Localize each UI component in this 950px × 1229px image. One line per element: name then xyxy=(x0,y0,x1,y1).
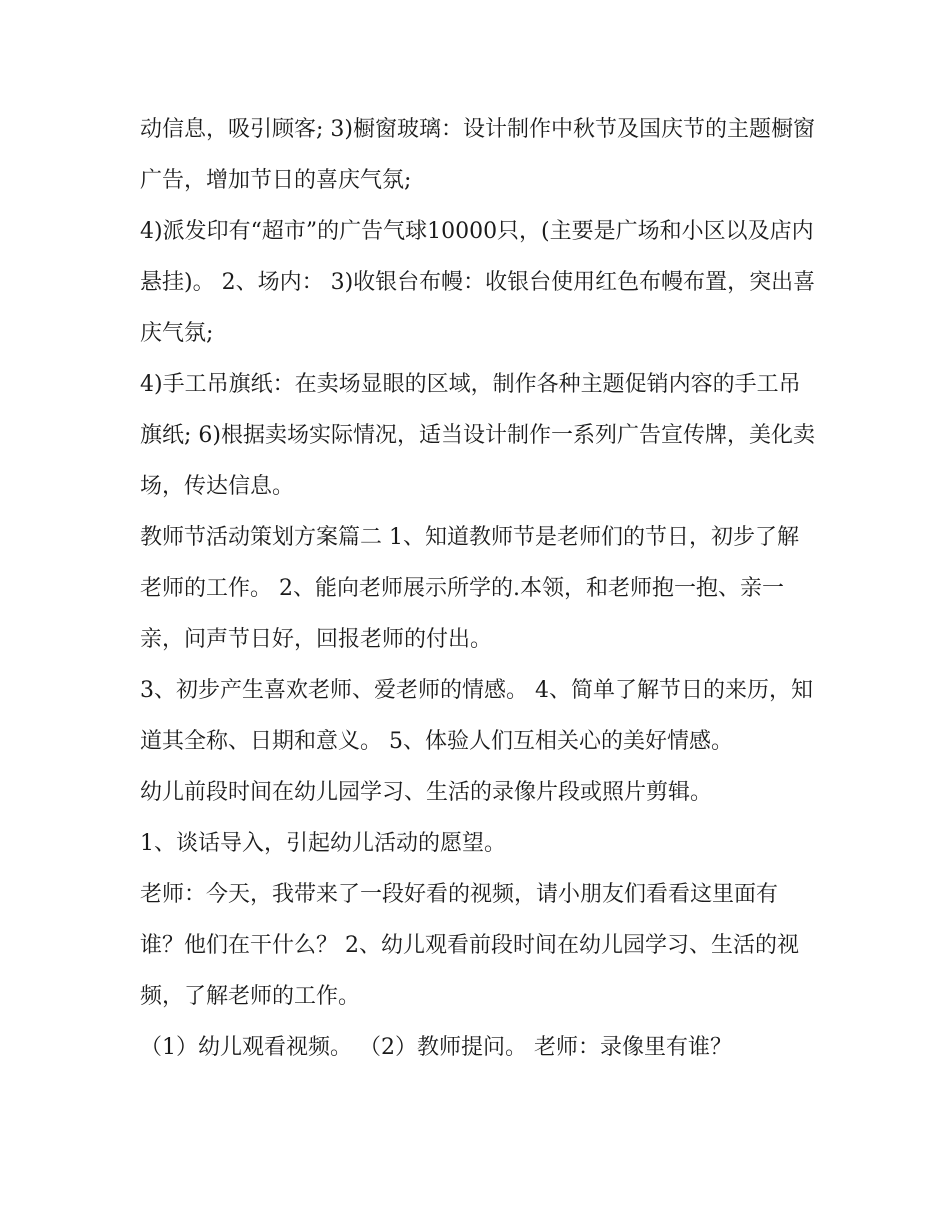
paragraph-6: 幼儿前段时间在幼儿园学习、生活的录像片段或照片剪辑。 xyxy=(140,780,713,805)
paragraph-9: （1）幼儿观看视频。 （2）教师提问。 老师：录像里有谁？ xyxy=(140,1035,732,1060)
paragraph-2: 4)派发印有“超市”的广告气球10000只，(主要是广场和小区以及店内悬挂)。 2、场内： 3)收银台布幔：收银台使用红色布幔布置，突出喜庆气氛; xyxy=(140,219,816,346)
paragraph-1: 动信息，吸引顾客; 3)橱窗玻璃：设计制作中秋节及国庆节的主题橱窗广告，增加节日的喜庆气氛; xyxy=(140,117,815,193)
paragraph-5: 3、初步产生喜欢老师、爱老师的情感。 4、简单了解节日的来历，知道其全称、日期和意义。 5、体验人们互相关心的美好情感。 xyxy=(140,678,813,754)
paragraph-8: 老师：今天，我带来了一段好看的视频，请小朋友们看看这里面有谁？他们在干什么？ 2、幼儿观看前段时间在幼儿园学习、生活的视频，了解老师的工作。 xyxy=(140,882,799,1009)
paragraph-4: 教师节活动策划方案篇二 1、知道教师节是老师们的节日，初步了解老师的工作。 2、能向老师展示所学的.本领，和老师抱一抱、亲一亲，问声节日好，回报老师的付出。 xyxy=(140,525,799,652)
document-body xyxy=(140,104,820,1073)
paragraph-7: 1、谈话导入，引起幼儿活动的愿望。 xyxy=(140,831,506,856)
paragraph-3: 4)手工吊旗纸：在卖场显眼的区域，制作各种主题促销内容的手工吊旗纸; 6)根据卖场实际情况，适当设计制作一系列广告宣传牌，美化卖场，传达信息。 xyxy=(140,372,815,499)
